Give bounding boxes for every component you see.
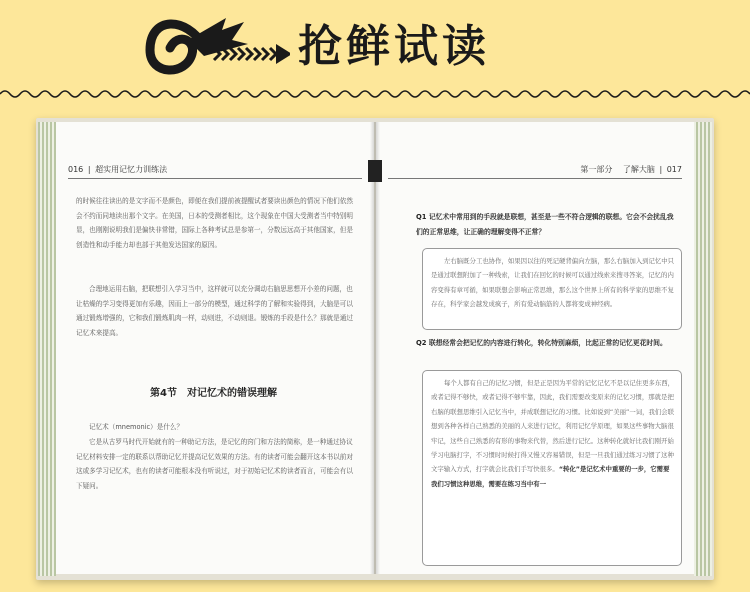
left-page-number: 016 (68, 165, 84, 174)
question-2-label: Q2 (416, 339, 427, 347)
question-1-label: Q1 (416, 213, 427, 221)
question-2-text: 联想经常会把记忆的内容进行转化，转化特别麻烦，比起正常的记忆更花时间。 (428, 339, 667, 347)
right-page-header: 第一部分 了解大脑 | 017 (580, 165, 682, 174)
wavy-divider (0, 88, 750, 100)
section-title: 第4节 对记忆术的错误理解 (150, 388, 277, 399)
answer-2-emphasis: “转化”是记忆术中重要的一步，它需要我们习惯这种思维，需要在练习当中有一 (431, 465, 670, 488)
right-page-section: 了解大脑 (622, 165, 655, 174)
answer-2-text: 每个人都有自己的记忆习惯，但是正是因为平常的记忆记忆不是以记住更多东西，或者记得不够快，或者记得不够牢靠，因此，我们需要改变原来的记忆习惯，那就是把右脑的联想思维引入记忆当中，并成联想记忆的习惯。比如说到“美丽”一词，我们会联想到各种各样自己熟悉的美丽的人来进行记忆，利用记忆学原理，如果这些事物大脑很牢记，这些自己熟悉的有形的事物来代替，然后进行记忆。这种转化就好比我们刚开始学习电脑打字，不习惯时时候打得又慢又容易错误，但是一旦我们通过练习习惯了这种文字输入方式，打字就会比我们手写快很多。 (431, 379, 675, 474)
left-paragraph-1: 的时候往往读出的是文字而不是颜色，即便在我们提前被提醒试者要读出颜色的情况下他们依然会不约而同地读出那个文字。在美国，日本的受测者相比，这个现象在中国大受测者当中特别明显，也刚刚说明我们是偏快非常错，国际上各种考试总是参第一，分数远远高于其他国家，但是创造性和动手能力却也部于其他发达国家的原因。 (76, 197, 353, 249)
left-paragraph-2: 合理地运用右脑，把联想引入学习当中，这样就可以充分调动右脑思思想开小差的问题，也让枯燥的学习变得更加有乐趣，因而上一部分的模型，通过科学的了解和实验得到，大脑是可以通过锻炼增强的，它和我们锻炼肌肉一样，动则进，不动则退。锻炼的手段是什么？那就是通过记忆术来提高。 (76, 285, 353, 337)
section-paragraph-1: 记忆术（mnemonic）是什么？ (89, 423, 184, 431)
left-page (56, 122, 374, 574)
banner (0, 0, 750, 95)
answer-2-content (431, 376, 675, 491)
question-1 (416, 210, 678, 239)
arrow-swirl-icon (0, 0, 290, 84)
right-page-part: 第一部分 (580, 165, 613, 174)
answer-1-text: 左右脑既分工也协作，如果因以往的死记硬背偏向左脑，那么右脑加入到记忆中只是通过联想附加了一种线索，让我们在回忆的时候可以通过线索来搜寻答案，记忆的内容变得有章可循，如果联想会影响正常思维，那么这个世界上所有的科学家的思维不复存在，科学家会越发成疯子，所有爱动脑筋的人都将变成神经病。 (431, 257, 675, 309)
section-paragraph-2: 它是从古罗马时代开始就有的一种助记方法，是记忆的窍门和方法的简称，是一种通过协议记忆材料安排一定的联系以帮助记忆并提高记忆效果的方法。有的读者可能会翻开这本书以前对这或多学习记忆术，也有的读者可能根本没有听说过，对于初始记忆术的读者而言，可能会有以下疑问。 (76, 438, 353, 490)
answer-1-box (422, 248, 682, 330)
answer-2-box (422, 370, 682, 566)
left-header-rule (68, 178, 362, 179)
right-page (376, 122, 694, 574)
left-page-header: 016 | 超实用记忆力训练法 (68, 165, 168, 174)
question-2 (416, 336, 678, 351)
spine-tab (368, 160, 382, 182)
banner-title: 抢鲜试读 (298, 21, 490, 72)
right-header-rule (388, 178, 682, 179)
right-page-number: 017 (666, 165, 682, 174)
page-edges-left (38, 122, 56, 576)
left-page-book-title: 超实用记忆力训练法 (95, 165, 168, 174)
page-edges-right (694, 122, 712, 576)
question-1-text: 记忆术中常用到的手段就是联想，甚至是一些不符合逻辑的联想。它会不会扰乱我们的正常思维，让正确的理解变得不正常？ (416, 213, 674, 236)
book-spine (370, 122, 380, 574)
